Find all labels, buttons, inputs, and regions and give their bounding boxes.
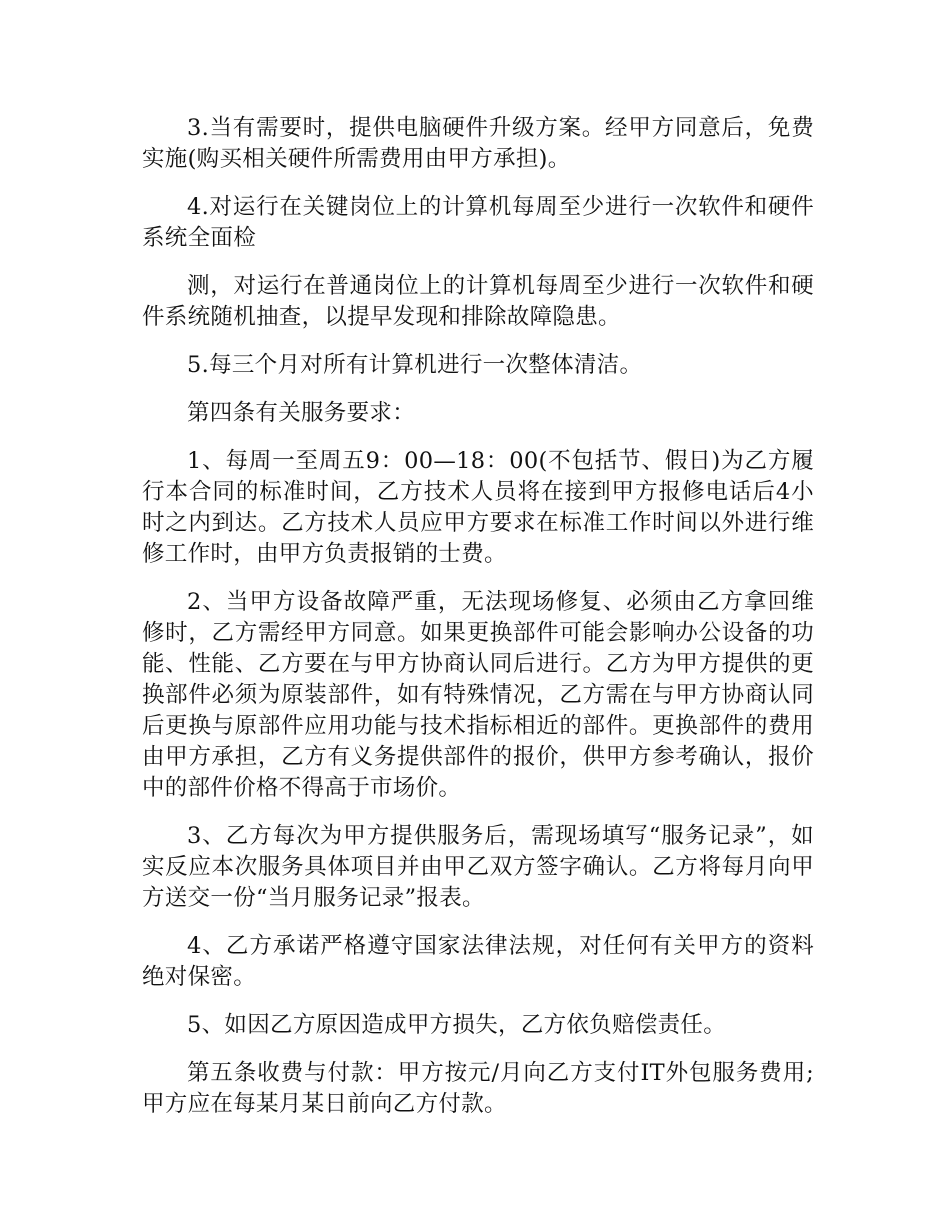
paragraph: 4、乙方承诺严格遵守国家法律法规，对任何有关甲方的资料绝对保密。 — [142, 933, 814, 990]
paragraph: 3.当有需要时，提供电脑硬件升级方案。经甲方同意后，免费实施(购买相关硬件所需费用由甲方承担)。 — [142, 115, 814, 172]
paragraph: 4.对运行在关键岗位上的计算机每周至少进行一次软件和硬件系统全面检 — [142, 194, 814, 251]
paragraph: 3、乙方每次为甲方提供服务后，需现场填写“服务记录”，如实反应本次服务具体项目并由甲乙双方签字确认。乙方将每月向甲方送交一份“当月服务记录”报表。 — [142, 823, 814, 911]
paragraph: 5、如因乙方原因造成甲方损失，乙方依负赔偿责任。 — [187, 1012, 727, 1038]
paragraph: 第五条收费与付款：甲方按元/月向乙方支付IT外包服务费用;甲方应在每某月某日前向乙方付款。 — [142, 1060, 814, 1117]
section-heading: 第四条有关服务要求： — [187, 400, 416, 426]
document-body — [142, 113, 814, 1137]
paragraph: 测，对运行在普通岗位上的计算机每周至少进行一次软件和硬件系统随机抽查，以提早发现和排除故障隐患。 — [142, 273, 814, 330]
paragraph: 2、当甲方设备故障严重，无法现场修复、必须由乙方拿回维修时，乙方需经甲方同意。如果更换部件可能会影响办公设备的功能、性能、乙方要在与甲方协商认同后进行。乙方为甲方提供的更换部件必须为原装部件，如有特殊情况，乙方需在与甲方协商认同后更换与原部件应用功能与技术指标相近的部件。更换部件的费用由甲方承担，乙方有义务提供部件的报价，供甲方参考确认，报价中的部件价格不得高于市场价。 — [142, 589, 814, 801]
paragraph: 1、每周一至周五9：00—18：00(不包括节、假日)为乙方履行本合同的标准时间，乙方技术人员将在接到甲方报修电话后4小时之内到达。乙方技术人员应甲方要求在标准工作时间以外进行维修工作时，由甲方负责报销的士费。 — [142, 448, 814, 567]
paragraph: 5.每三个月对所有计算机进行一次整体清洁。 — [187, 352, 643, 378]
